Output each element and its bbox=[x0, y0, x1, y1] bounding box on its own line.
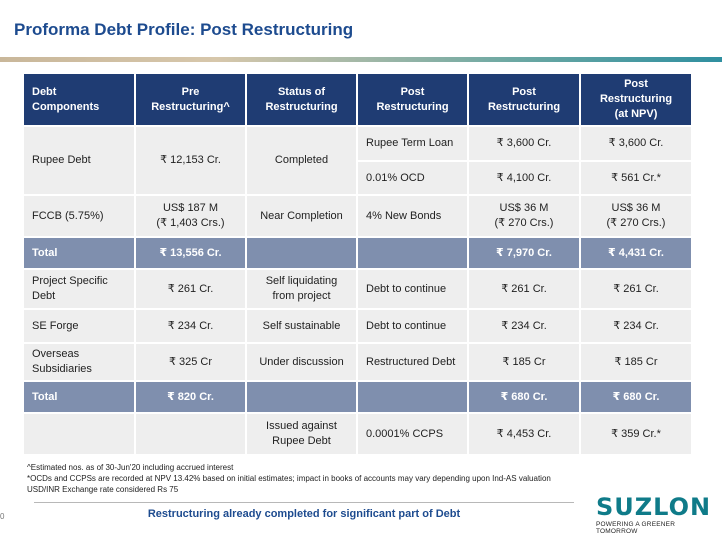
header-post-instrument bbox=[357, 73, 468, 126]
total-post: ₹ 7,970 Cr. bbox=[468, 237, 580, 269]
header-line: Restructuring bbox=[376, 100, 449, 113]
footnote: *OCDs and CCPSs are recorded at NPV 13.42% based on initial estimates; impact in books of accounts may vary depending upon Ind-AS valuation bbox=[27, 474, 551, 483]
cell-status: Under discussion bbox=[246, 343, 357, 381]
row-label-fccb: FCCB (5.75%) bbox=[23, 195, 135, 237]
logo-wordmark: SUZLON bbox=[596, 493, 712, 521]
cell-instrument: Debt to continue bbox=[357, 269, 468, 309]
total-empty bbox=[357, 237, 468, 269]
footnote: USD/INR Exchange rate considered Rs 75 bbox=[27, 485, 179, 494]
cell-npv: ₹ 3,600 Cr. bbox=[580, 126, 692, 161]
row-label bbox=[23, 269, 135, 309]
table-row bbox=[23, 195, 692, 237]
cell-line: US$ 36 M bbox=[611, 202, 661, 214]
header-line: Restructuring bbox=[487, 100, 561, 113]
cell-line: (₹ 270 Crs.) bbox=[494, 217, 554, 229]
cell-npv: ₹ 359 Cr.* bbox=[580, 413, 692, 455]
cell-pre bbox=[135, 195, 246, 237]
table-row bbox=[23, 413, 692, 455]
cell-post: ₹ 4,453 Cr. bbox=[468, 413, 580, 455]
logo-tagline: POWERING A GREENER TOMORROW bbox=[596, 521, 676, 535]
header-line: Post bbox=[400, 85, 425, 98]
cell-line: (₹ 270 Crs.) bbox=[606, 217, 666, 229]
cell-pre-empty bbox=[135, 413, 246, 455]
cell-instrument: Rupee Term Loan bbox=[357, 126, 468, 161]
cell-instrument: 0.01% OCD bbox=[357, 161, 468, 195]
header-line: Restructuring bbox=[599, 93, 673, 105]
header-post-npv bbox=[580, 73, 692, 126]
cell-npv: ₹ 561 Cr.* bbox=[580, 161, 692, 195]
footnotes bbox=[27, 462, 551, 495]
row-label: SE Forge bbox=[23, 309, 135, 343]
header-line: Restructuring bbox=[265, 100, 338, 113]
header-line: Pre bbox=[181, 85, 200, 98]
table-row bbox=[23, 269, 692, 309]
bottom-message: Restructuring already completed for significant part of Debt bbox=[34, 502, 574, 528]
cell-pre: ₹ 325 Cr bbox=[135, 343, 246, 381]
cell-instrument: Restructured Debt bbox=[357, 343, 468, 381]
cell-npv: ₹ 234 Cr. bbox=[580, 309, 692, 343]
footnote: ^Estimated nos. as of 30-Jun'20 including accrued interest bbox=[27, 463, 234, 472]
cell-status bbox=[246, 269, 357, 309]
cell-npv: ₹ 261 Cr. bbox=[580, 269, 692, 309]
page-number: 0 bbox=[0, 512, 5, 521]
header-debt-components bbox=[23, 73, 135, 126]
cell-line: from project bbox=[272, 290, 331, 302]
suzlon-logo bbox=[596, 493, 712, 535]
cell-status bbox=[246, 413, 357, 455]
total-empty bbox=[357, 381, 468, 413]
table-row bbox=[23, 126, 692, 161]
header-line: Components bbox=[32, 100, 100, 113]
total-label: Total bbox=[23, 237, 135, 269]
cell-line: US$ 187 M bbox=[162, 202, 219, 214]
row-label bbox=[23, 343, 135, 381]
cell-post bbox=[468, 195, 580, 237]
table-row bbox=[23, 309, 692, 343]
cell-line: Rupee Debt bbox=[272, 435, 331, 447]
page-title: Proforma Debt Profile: Post Restructuring bbox=[14, 20, 354, 39]
header-post-value bbox=[468, 73, 580, 126]
total-row bbox=[23, 381, 692, 413]
cell-line: Overseas bbox=[32, 348, 80, 360]
cell-post: ₹ 185 Cr bbox=[468, 343, 580, 381]
cell-status: Self sustainable bbox=[246, 309, 357, 343]
cell-npv: ₹ 185 Cr bbox=[580, 343, 692, 381]
cell-pre: ₹ 234 Cr. bbox=[135, 309, 246, 343]
header-pre-restructuring bbox=[135, 73, 246, 126]
title-divider bbox=[0, 57, 722, 62]
cell-status: Near Completion bbox=[246, 195, 357, 237]
header-line: Restructuring^ bbox=[151, 100, 230, 113]
total-npv: ₹ 4,431 Cr. bbox=[580, 237, 692, 269]
header-line: Post bbox=[624, 78, 648, 90]
row-label-rupee-debt: Rupee Debt bbox=[23, 126, 135, 195]
table-row bbox=[23, 343, 692, 381]
cell-post: ₹ 4,100 Cr. bbox=[468, 161, 580, 195]
header-line: (at NPV) bbox=[614, 108, 658, 120]
cell-line: Project Specific bbox=[32, 275, 108, 287]
cell-line: Debt bbox=[32, 290, 56, 302]
total-empty bbox=[246, 381, 357, 413]
header-line: Status of bbox=[277, 85, 326, 98]
cell-line: US$ 36 M bbox=[499, 202, 549, 214]
cell-line: (₹ 1,403 Crs.) bbox=[156, 217, 225, 229]
debt-profile-table bbox=[22, 72, 693, 456]
cell-pre: ₹ 12,153 Cr. bbox=[135, 126, 246, 195]
cell-pre: ₹ 261 Cr. bbox=[135, 269, 246, 309]
table-header-row bbox=[23, 73, 692, 126]
cell-post: ₹ 234 Cr. bbox=[468, 309, 580, 343]
cell-instrument: 4% New Bonds bbox=[357, 195, 468, 237]
header-line: Post bbox=[512, 85, 536, 98]
total-row bbox=[23, 237, 692, 269]
cell-line: Subsidiaries bbox=[32, 363, 92, 375]
total-pre: ₹ 13,556 Cr. bbox=[135, 237, 246, 269]
total-empty bbox=[246, 237, 357, 269]
header-line: Debt bbox=[32, 85, 57, 98]
cell-line: Issued against bbox=[266, 420, 337, 432]
cell-status: Completed bbox=[246, 126, 357, 195]
total-label: Total bbox=[23, 381, 135, 413]
cell-post: ₹ 261 Cr. bbox=[468, 269, 580, 309]
cell-npv bbox=[580, 195, 692, 237]
cell-line: Self liquidating bbox=[265, 275, 338, 287]
row-label-empty bbox=[23, 413, 135, 455]
header-status bbox=[246, 73, 357, 126]
cell-post: ₹ 3,600 Cr. bbox=[468, 126, 580, 161]
total-npv: ₹ 680 Cr. bbox=[580, 381, 692, 413]
total-post: ₹ 680 Cr. bbox=[468, 381, 580, 413]
cell-instrument: Debt to continue bbox=[357, 309, 468, 343]
total-pre: ₹ 820 Cr. bbox=[135, 381, 246, 413]
cell-instrument: 0.0001% CCPS bbox=[357, 413, 468, 455]
